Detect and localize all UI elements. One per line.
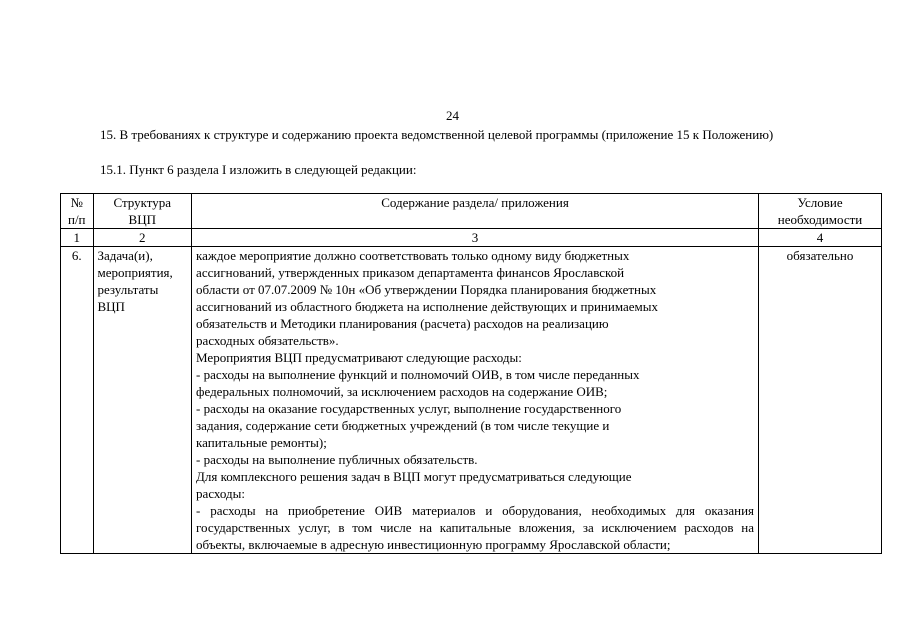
header-number-line1: № [70, 195, 83, 210]
content-line: капитальные ремонты); [196, 435, 327, 450]
content-line: федеральных полномочий, за исключением расходов на содержание ОИВ; [196, 384, 608, 399]
table-header-row [61, 194, 882, 229]
table-row [61, 247, 882, 554]
structure-line: Задача(и), [97, 248, 153, 263]
content-line: ассигнований, утвержденных приказом департамента финансов Ярославской [196, 265, 625, 280]
table-column-number-row [61, 229, 882, 247]
content-line: ассигнований из областного бюджета на исполнение действующих и принимаемых [196, 299, 658, 314]
paragraph-15: 15. В требованиях к структуре и содержанию проекта ведомственной целевой программы (приложение 15 к Положению) [100, 127, 774, 142]
content-line: области от 07.07.2009 № 10н «Об утверждении Порядка планирования бюджетных [196, 282, 657, 297]
header-condition-cell [759, 194, 882, 229]
column-number-4: 4 [759, 229, 882, 247]
content-line: каждое мероприятие должно соответствовать только одному виду бюджетных [196, 248, 630, 263]
content-line: - расходы на выполнение публичных обязательств. [196, 452, 478, 467]
page-number: 24 [446, 108, 459, 123]
structure-line: мероприятия, [97, 265, 173, 280]
column-number-3: 3 [192, 229, 759, 247]
content-line: расходных обязательств». [196, 333, 339, 348]
content-line: Для комплексного решения задач в ВЦП могут предусматриваться следующие [196, 469, 632, 484]
header-number-line2: п/п [67, 212, 86, 227]
header-content-label: Содержание раздела/ приложения [381, 195, 569, 210]
content-line: расходы: [196, 486, 246, 501]
structure-line: результаты [97, 282, 159, 297]
content-line: задания, содержание сети бюджетных учреждений (в том числе текущие и [196, 418, 610, 433]
header-number-cell [61, 194, 94, 229]
header-structure-line2: ВЦП [128, 212, 156, 227]
column-number-1: 1 [61, 229, 94, 247]
content-line: - расходы на выполнение функций и полномочий ОИВ, в том числе переданных [196, 367, 640, 382]
header-structure-line1: Структура [113, 195, 172, 210]
content-line: - расходы на оказание государственных услуг, выполнение государственного [196, 401, 622, 416]
row-structure-cell [93, 247, 192, 554]
row-number-cell: 6. [61, 247, 94, 554]
structure-line: ВЦП [97, 299, 125, 314]
header-condition-line1: Условие [797, 195, 843, 210]
header-condition-line2: необходимости [777, 212, 863, 227]
row-condition-cell: обязательно [759, 247, 882, 554]
paragraph-15-1: 15.1. Пункт 6 раздела I изложить в следующей редакции: [100, 162, 417, 177]
requirements-table [60, 193, 882, 554]
column-number-2: 2 [93, 229, 192, 247]
content-last-paragraph: - расходы на приобретение ОИВ материалов и оборудования, необходимых для оказания государственных услуг, в том числе на капитальные вложения, за исключением расходов на объекты, включаемые в адресную инвестиционную программу Ярославской области; [196, 503, 755, 552]
content-line: обязательств и Методики планирования (расчета) расходов на реализацию [196, 316, 609, 331]
row-content-cell [192, 247, 759, 554]
content-line: Мероприятия ВЦП предусматривают следующие расходы: [196, 350, 522, 365]
header-structure-cell [93, 194, 192, 229]
header-content-cell [192, 194, 759, 229]
